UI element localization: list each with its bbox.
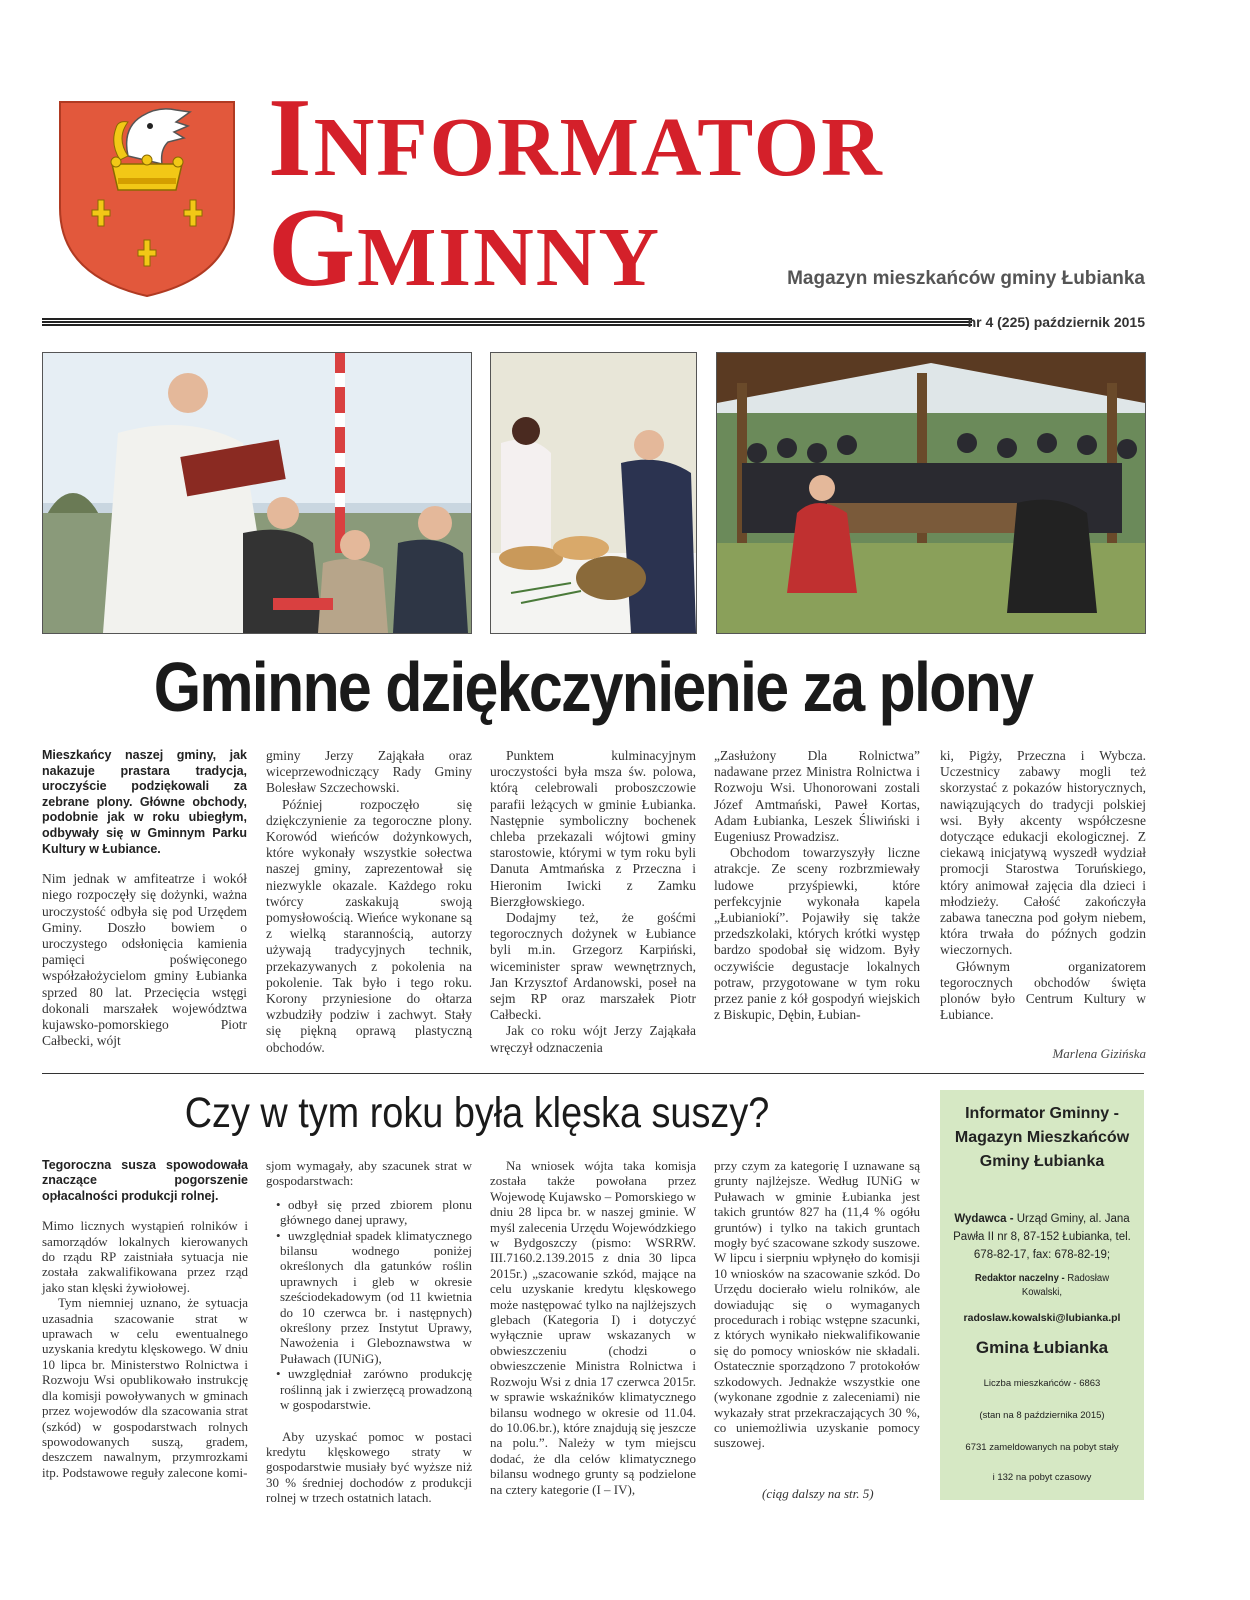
article2-headline: Czy w tym roku była klęska suszy? <box>184 1089 770 1137</box>
article1-column-1 <box>42 748 247 1049</box>
article1-paragraph: gminy Jerzy Zająkała oraz wiceprzewodniczący Rady Gminy Bolesław Szczechowski. <box>266 748 472 796</box>
issue-number: nr 4 (225) październik 2015 <box>967 314 1145 330</box>
list-item: • uwzględniał spadek klimatycznego bilansu wodnego poniżej określonych dla gatunków roślin uprawnych i gleb w okresie sześciodekadowym (od 11 kwietnia do 10 czerwca br. i następnych) określony przez Instytut Uprawy, Nawożenia i Gleboznawstwa w Puławach (IUNiG), <box>280 1228 472 1367</box>
priest-reading-photo <box>42 352 472 634</box>
article1-column-3 <box>490 748 696 1056</box>
article1-column-5 <box>940 748 1146 1023</box>
article1-column-2 <box>266 748 472 1056</box>
article1-paragraph: Jak co roku wójt Jerzy Zająkała wręczył odznaczenia <box>490 1023 696 1055</box>
article2-bullet-list <box>266 1197 472 1413</box>
picnic-shelter-photo <box>716 352 1146 634</box>
bread-table-photo <box>490 352 697 634</box>
masthead-title-line2: GMINNY <box>268 186 662 310</box>
article1-paragraph: Dodajmy też, że gośćmi tegorocznych dożynek w Łubiance byli m.in. Grzegorz Karpiński, wiceminister spraw wewnętrznych, Jan Krzysztof Ardanowski, poseł na sejm RP oraz marszałek Piotr Całbecki. <box>490 910 696 1023</box>
article2-paragraph: przy czym za kategorię I uznawane są grunty najlżejsze. Według IUNiG w Puławach w gminie Łubianka jest takich gruntów 827 ha (11,4 % ogółu gruntów) i tylko na takich gruntach mogły być szacowane szkody suszowe. W lipcu i sierpniu wpłynęło do komisji 10 wniosków na szacowanie szkód. Do Urzędu docierało wielu rolników, ale dowiadując się o wymaganych procedurach i robiąc wstępne szacunki, z których wynikało niekwalifikowanie się do pomocy wniosków nie składali. Ostatecznie sporządzono 7 protokołów szkodowych. Jednakże wszystkie one (wykonane zgodnie z zaleceniami) nie wykazały strat przekraczających 30 %, co uniemożliwia uzyskanie pomocy suszowej. <box>714 1158 920 1451</box>
article1-paragraph: Później rozpoczęło się dziękczynienie za tegoroczne plony. Korowód wieńców dożynkowych, które wykonały wszystkie sołectwa naszej gminy, zaprezentował się niezwykle okazale. Każdego roku twórcy zaskakują swoją pomysłowością. Wieńce wykonane są z wielką starannością, autorzy używają tradycyjnych technik, przekazywanych z pokolenia na pokolenie. Tak było i tego roku. Korony przyniesione do ołtarza wzbudziły podziw i zachwyt. Stały się piękną oprawą plastyczną obchodów. <box>266 796 472 1055</box>
article2-column-1 <box>42 1158 248 1480</box>
population-date: (stan na 8 października 2015) <box>979 1410 1105 1421</box>
article2-paragraph: Mimo licznych wystąpień rolników i samorządów lokalnych kierowanych do rządu RP zaistniała sytuacja nie została zakwalifikowana przez rząd jako stan klęski żywiołowej. <box>42 1218 248 1295</box>
permanent-residents: 6731 zameldowanych na pobyt stały <box>965 1442 1119 1453</box>
article1-column-4 <box>714 748 920 1023</box>
list-item: • uwzględniał zarówno produkcję roślinną jak i zwierzęcą prowadzoną w gospodarstwie. <box>280 1366 472 1412</box>
masthead-subtitle: Magazyn mieszkańców gminy Łubianka <box>787 268 1145 289</box>
gmina-name: Gmina Łubianka <box>975 1338 1109 1357</box>
article2-lead: Tegoroczna susza spowodowała znaczące pogorszenie opłacalności produkcji rolnej. <box>42 1158 248 1203</box>
population-stat: Liczba mieszkańców - 6863 <box>983 1378 1101 1389</box>
publisher-details: Wydawca - Urząd Gminy, al. Jana Pawła II nr 8, 87-152 Łubianka, tel. 678-82-17, fax: 678-82-19; <box>953 1213 1131 1261</box>
article2-paragraph: Na wniosek wójta taka komisja została także powołana przez Wojewodę Kujawsko – Pomorskiego w dniu 28 lipca br. w naszej gminie. W myśl zalecenia Urzędu Wojewódzkiego w Bydgoszczy (pismo: WSRRW. III.7160.2.139.2015 z dnia 30 lipca 2015r.) „szacowanie szkód, mające na celu uzyskanie kredytu klęskowego może następować tylko na najlżejszych glebach (Kategoria I) i dotyczyć wyłącznie upraw wskazanych w obwieszczeniu (chodzi o obwieszczenie Ministra Rolnictwa i Rozwoju Wsi z dnia 17 czerwca 2015r. w sprawie wskaźników klimatycznego bilansu wodnego w okresie od 11.04. do 10.06.br.), które znajdują się jeszcze na polu.”. Należy w tym miejscu dodać, że dla celów klimatycznego bilansu wodnego grunty są podzielone na cztery kategorie (I – IV), <box>490 1158 696 1497</box>
editor-details: Redaktor naczelny - Radosław Kowalski, <box>974 1273 1110 1298</box>
gmina-crest-icon <box>58 98 236 298</box>
masthead-rule <box>42 318 972 326</box>
article1-paragraph: ki, Pigży, Przeczna i Wybcza. Uczestnicy zabawy mogli też skorzystać z pokazów historycznych, nawiązujących do tradycji polskiej wsi. Były akcenty współczesne dotyczące edukacji ekologicznej. Z ciekawą inicjatywą wyszedł wydział promocji Starostwa Toruńskiego, który animował zajęcia dla dzieci i młodzieży. Całość zakończyła zabawa taneczna pod gołym niebem, która trwała do późnych godzin wieczornych. <box>940 748 1146 958</box>
article1-paragraph: Obchodom towarzyszyły liczne atrakcje. Ze sceny rozbrzmiewały ludowe przyśpiewki, które perfekcyjnie wykonała kapela „Łubianiokí”. Pojawiły się także przedszkolaki, których krótki występ bardzo spodobał się widzom. Były oczywiście degustacje lokalnych potraw, przygotowane w tym roku przez panie z kół gospodyń wiejskich z Biskupic, Dębin, Łubian- <box>714 845 920 1023</box>
article2-column-3 <box>490 1158 696 1497</box>
info-box-title: Informator Gminny - Magazyn Mieszkańców Gminy Łubianka <box>954 1105 1130 1170</box>
article2-column-4 <box>714 1158 920 1451</box>
publisher-info-box <box>940 1090 1144 1500</box>
article1-paragraph: Nim jednak w amfiteatrze i wokół niego rozpoczęły się dożynki, ważna uroczystość odbyła się pod Urzędem Gminy. Doszło bowiem o uroczystego odsłonięcia kamienia pamięci poświęconego współzałożycielom gminy Łubianka sprzed 80 lat. Przecięcia wstęgi dokonali marszałek województwa kujawsko-pomorskiego Piotr Całbecki, wójt <box>42 871 247 1049</box>
article1-lead: Mieszkańcy naszej gminy, jak nakazuje prastara tradycja, uroczyście podziękowali za zebrane plony. Główne obchody, podobnie jak w roku ubiegłym, odbywały się w Gminnym Parku Kultury w Łubiance. <box>42 748 247 856</box>
article2-paragraph: Aby uzyskać pomoc w postaci kredytu klęskowego straty w gospodarstwie musiały być wyższe niż 30 % średniej dochodów z produkcji rolnej w trzech ostatnich latach. <box>266 1428 472 1506</box>
masthead-title-line1: INFORMATOR <box>268 76 884 200</box>
list-item: • odbył się przed zbiorem plonu głównego danej uprawy, <box>280 1197 472 1228</box>
article1-paragraph: Głównym organizatorem tegorocznych obchodów święta plonów było Centrum Kultury w Łubiance. <box>940 958 1146 1023</box>
temporary-residents: i 132 na pobyt czasowy <box>992 1472 1092 1483</box>
article1-headline: Gminne dziękczynienie za plony <box>153 648 1033 726</box>
article1-author: Marlena Gizińska <box>1052 1046 1146 1061</box>
article1-paragraph: „Zasłużony Dla Rolnictwa” nadawane przez Ministra Rolnictwa i Rozwoju Wsi. Uhonorowani zostali Józef Amtmański, Paweł Kortas, Adam Łubianka, Leszek Śliwiński i Eugeniusz Prowadzisz. <box>714 748 920 845</box>
section-divider <box>42 1073 1144 1074</box>
editor-email-link[interactable]: radoslaw.kowalski@lubianka.pl <box>963 1312 1121 1324</box>
article1-paragraph: Punktem kulminacyjnym uroczystości była msza św. polowa, którą celebrowali proboszczowie parafii leżących w gminie Łubianka. Następnie symboliczny bochenek chleba przekazali wójtowi gminy starostowie, którymi w tym roku byli Danuta Amtmańska z Przeczna i Hieronim Iwicki z Zamku Bierzgłowskiego. <box>490 748 696 909</box>
article2-paragraph: sjom wymagały, aby szacunek strat w gospodarstwach: <box>266 1158 472 1189</box>
article2-paragraph: Tym niemniej uznano, że sytuacja uzasadnia szacowanie strat w uprawach w celu ewentualnego uzyskania kredytu klęskowego. W dniu 10 lipca br. Ministerstwo Rolnictwa i Rozwoju Wsi opublikowało instrukcję dla komisji powoływanych w gminach przez wojewodów dla szacowania strat (szkód) w gospodarstwach rolnych spowodowanych suszą, gradem, deszczem nawalnym, przymrozkami itp. Podstawowe reguły zalecone komi- <box>42 1295 248 1480</box>
continued-note: (ciąg dalszy na str. 5) <box>762 1486 874 1501</box>
article2-column-2 <box>266 1158 472 1506</box>
